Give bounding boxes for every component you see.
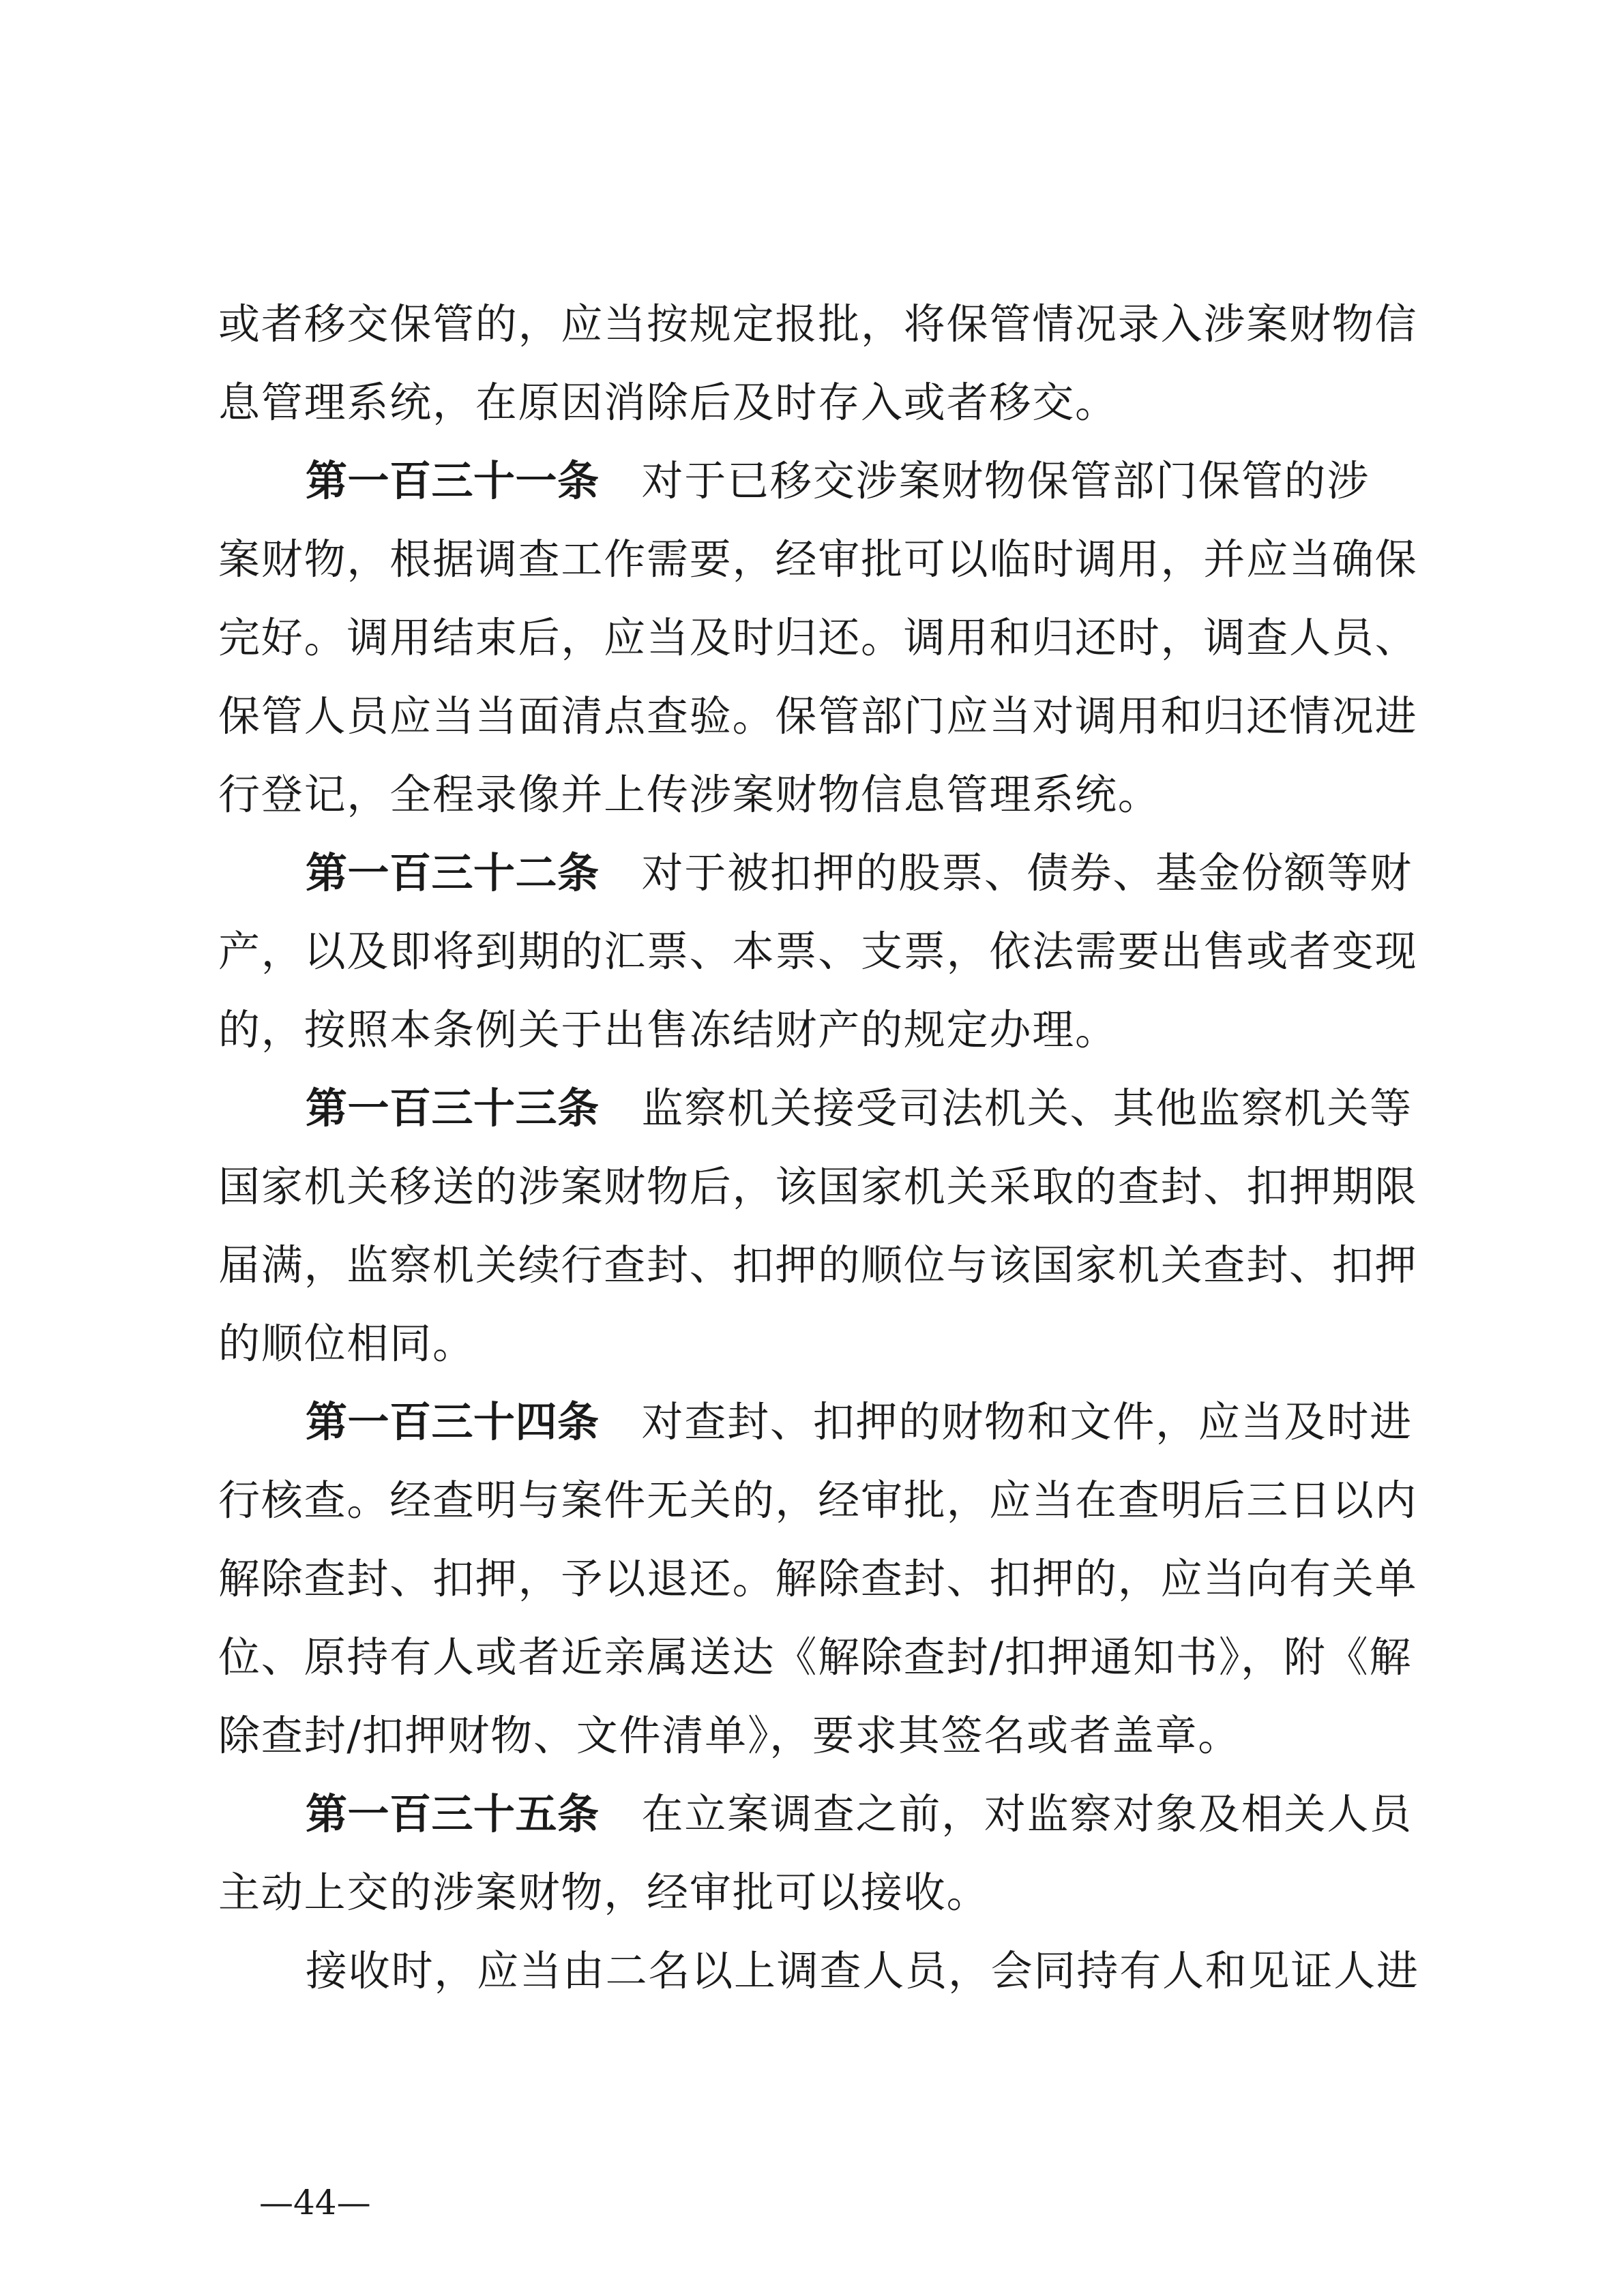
text-line [218, 1226, 1426, 1304]
line-text: 对于被扣押的股票、债券、基金份额等财 [641, 849, 1413, 897]
line-text: 息管理系统，在原因消除后及时存入或者移交。 [218, 378, 1118, 427]
line-text: 产，以及即将到期的汇票、本票、支票，依法需要出售或者变现 [218, 927, 1418, 976]
text-line [218, 1304, 1426, 1383]
article-title: 第一百三十四条 [306, 1398, 600, 1446]
line-text: 国家机关移送的涉案财物后，该国家机关采取的查封、扣押期限 [218, 1163, 1418, 1211]
article-title: 第一百三十五条 [306, 1790, 600, 1838]
line-text: 保管人员应当当面清点查验。保管部门应当对调用和归还情况进 [218, 692, 1418, 741]
text-line [218, 285, 1426, 363]
line-text: 对查封、扣押的财物和文件，应当及时进 [641, 1398, 1413, 1446]
text-line [218, 1697, 1426, 1775]
page-number: —44— [259, 2183, 371, 2222]
text-line [218, 1148, 1426, 1226]
text-line [218, 599, 1426, 677]
text-line [218, 756, 1426, 834]
line-text: 位、原持有人或者近亲属送达《解除查封/扣押通知书》，附《解 [218, 1633, 1413, 1682]
line-text: 的，按照本条例关于出售冻结财产的规定办理。 [218, 1006, 1118, 1054]
text-line [218, 363, 1426, 442]
article-title: 第一百三十二条 [306, 849, 600, 897]
text-line [218, 1853, 1426, 1932]
line-text: 在立案调查之前，对监察对象及相关人员 [641, 1790, 1413, 1838]
body-text [218, 285, 1426, 2010]
text-line [218, 1540, 1426, 1618]
article-134-first-line [218, 1383, 1426, 1461]
article-title: 第一百三十一条 [306, 457, 600, 505]
line-text: 除查封/扣押财物、文件清单》，要求其签名或者盖章。 [218, 1712, 1241, 1760]
text-line [218, 1618, 1426, 1697]
line-text: 的顺位相同。 [218, 1320, 475, 1368]
text-line [218, 520, 1426, 599]
line-text: 对于已移交涉案财物保管部门保管的涉 [641, 457, 1370, 505]
text-line [218, 912, 1426, 991]
line-text: 接收时，应当由二名以上调查人员，会同持有人和见证人进 [306, 1947, 1419, 1995]
article-132-first-line [218, 834, 1426, 912]
line-text: 案财物，根据调查工作需要，经审批可以临时调用，并应当确保 [218, 535, 1418, 584]
line-text: 解除查封、扣押，予以退还。解除查封、扣押的，应当向有关单 [218, 1555, 1418, 1603]
article-135-first-line [218, 1775, 1426, 1853]
text-line [218, 1461, 1426, 1540]
text-line [218, 677, 1426, 756]
line-text: 行登记，全程录像并上传涉案财物信息管理系统。 [218, 771, 1161, 819]
line-text: 届满，监察机关续行查封、扣押的顺位与该国家机关查封、扣押 [218, 1241, 1418, 1289]
article-131-first-line [218, 442, 1426, 520]
line-text: 完好。调用结束后，应当及时归还。调用和归还时，调查人员、 [218, 614, 1418, 662]
paragraph-first-line [218, 1932, 1426, 2010]
article-title: 第一百三十三条 [306, 1084, 600, 1133]
line-text: 主动上交的涉案财物，经审批可以接收。 [218, 1868, 990, 1917]
article-133-first-line [218, 1069, 1426, 1148]
line-text: 监察机关接受司法机关、其他监察机关等 [641, 1084, 1413, 1133]
line-text: 或者移交保管的，应当按规定报批，将保管情况录入涉案财物信 [218, 300, 1418, 348]
line-text: 行核查。经查明与案件无关的，经审批，应当在查明后三日以内 [218, 1476, 1418, 1525]
text-line [218, 991, 1426, 1069]
